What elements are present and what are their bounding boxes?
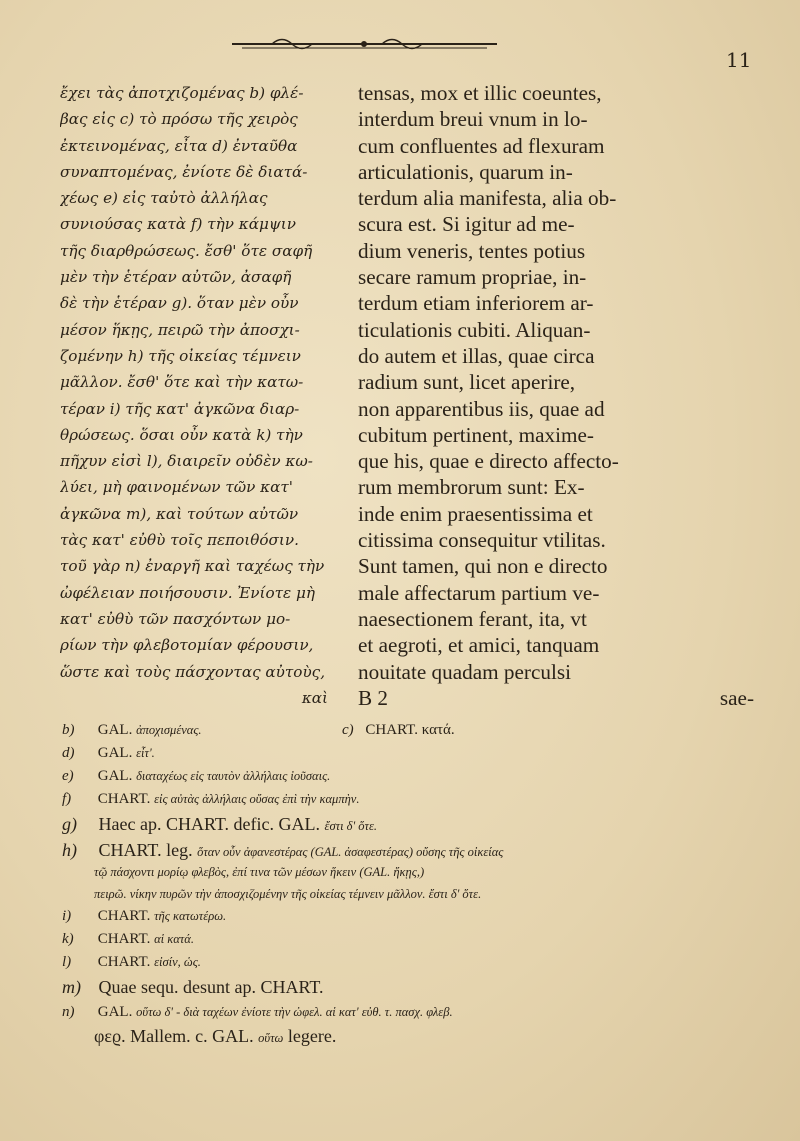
- latin-line: citissima consequitur vtilitas.: [358, 528, 606, 553]
- header-ornament: [232, 34, 497, 54]
- greek-line: συνιούσας κατὰ f) τὴν κάμψιν: [60, 215, 296, 234]
- footnote-d: d) GAL. εἶτ'.: [62, 745, 155, 761]
- greek-line: ὥστε καὶ τοὺς πάσχοντας αὐτοὺς,: [60, 662, 326, 681]
- greek-line: ἔχει τὰς ἀποτχιζομένας b) φλέ-: [60, 84, 304, 102]
- latin-line: non apparentibus iis, quae ad: [358, 396, 605, 421]
- latin-line: terdum alia manifesta, alia ob-: [358, 186, 617, 211]
- greek-line: βας εἰς c) τὸ πρόσω τῆς χειρὸς: [60, 110, 298, 129]
- signature-mark: B 2: [358, 685, 389, 710]
- footnote-h: h) CHART. leg. ὅταν οὖν ἀφανεστέρας (GAL. ἀσαφεστέρας) οὔσης τῆς οἰκείας: [62, 840, 504, 860]
- latin-line: nouitate quadam perculsi: [358, 659, 571, 684]
- latin-line: inde enim praesentissima et: [358, 501, 593, 526]
- latin-footer-line: [358, 685, 754, 711]
- latin-line: cubitum pertinent, maxime-: [358, 422, 594, 447]
- greek-line: ζομένην h) τῆς οἰκείας τέμνειν: [60, 346, 301, 365]
- greek-line: μᾶλλον. ἔσθ' ὅτε καὶ τὴν κατω-: [60, 373, 304, 392]
- latin-line: cum confluentes ad flexuram: [358, 133, 605, 158]
- latin-line: naesectionem ferant, ita, vt: [358, 606, 587, 631]
- footnote-b: b) GAL. ἀποχισμένας.: [62, 722, 202, 738]
- footnote-c: c) CHART. κατά.: [342, 722, 455, 738]
- page-number: 11: [726, 48, 752, 72]
- greek-line: θρώσεως. ὅσαι οὖν κατὰ k) τὴν: [60, 425, 303, 444]
- footnote-h-cont: τῷ πάσχοντι μορίῳ φλεβὸς, ἐπί τινα τῶν μέσων ἥκειν (GAL. ἥκῃς,): [94, 865, 425, 879]
- greek-line: τοῦ γὰρ n) ἐναργῆ καὶ ταχέως τὴν: [60, 557, 325, 576]
- latin-line: interdum breui vnum in lo-: [358, 107, 588, 132]
- greek-line: μὲν τὴν ἑτέραν αὐτῶν, ἀσαφῆ: [60, 268, 292, 287]
- latin-line: terdum etiam inferiorem ar-: [358, 291, 594, 316]
- latin-line: Sunt tamen, qui non e directo: [358, 554, 608, 579]
- latin-line: que his, quae e directo affecto-: [358, 449, 619, 474]
- footnote-l: l) CHART. εἰσίν, ὡς.: [62, 954, 201, 970]
- latin-line: do autem et illas, quae circa: [358, 343, 595, 368]
- greek-line: τὰς κατ' εὐθὺ τοῖς πεποιθόσιν.: [60, 531, 299, 550]
- footnote-f: f) CHART. εἰς αὐτὰς ἀλλήλαις οὔσας ἐπὶ τὴν καμπὴν.: [62, 791, 360, 807]
- greek-line: ἀγκῶνα m), καὶ τούτων αὐτῶν: [60, 504, 299, 523]
- greek-line: δὲ τὴν ἑτέραν g). ὅταν μὲν οὖν: [60, 294, 299, 313]
- latin-line: tensas, mox et illic coeuntes,: [358, 81, 602, 105]
- greek-line: τῆς διαρθρώσεως. ἔσθ' ὅτε σαφῆ: [60, 241, 313, 260]
- greek-line: χέως e) εἰς ταὐτὸ ἀλλήλας: [60, 189, 268, 208]
- footnote-i: i) CHART. τῆς κατωτέρω.: [62, 908, 227, 924]
- greek-line: ρίων τὴν φλεβοτομίαν φέρουσιν,: [60, 636, 314, 655]
- footnote-n: n) GAL. οὕτω δ' - διὰ ταχέων ἐνίοτε τὴν ὠφελ. αἱ κατ' εὐθ. τ. πασχ. φλεβ.: [62, 1004, 453, 1020]
- latin-line: et aegroti, et amici, tanquam: [358, 633, 600, 658]
- greek-line: τέραν i) τῆς κατ' ἀγκῶνα διαρ-: [60, 399, 300, 418]
- footnote-k: k) CHART. αἱ κατά.: [62, 931, 194, 947]
- footnote-h-cont: πειρῶ. νίκην πυρῶν τὴν ἀποσχιζομένην τῆς οἰκείας τέμνειν μᾶλλον. ἔστι δ' ὅτε.: [94, 887, 482, 901]
- latin-column: [358, 80, 754, 711]
- footnote-n-cont: φεϱ. Mallem. c. GAL. οὕτω legere.: [94, 1026, 337, 1046]
- footnote-e: e) GAL. διαταχέως εἰς ταυτὸν ἀλλήλαις ἰοῦσαις.: [62, 768, 331, 784]
- greek-catchword: καὶ: [301, 688, 328, 707]
- latin-catchword: sae-: [719, 685, 754, 710]
- latin-line: dium veneris, tentes potius: [358, 238, 586, 263]
- footnote-g: g) Haec ap. CHART. defic. GAL. ἔστι δ' ὅτε.: [62, 814, 378, 834]
- footnote-m: m) Quae sequ. desunt ap. CHART.: [62, 977, 324, 997]
- greek-line: ὠφέλειαν ποιήσουσιν. Ἐνίοτε μὴ: [60, 583, 315, 602]
- greek-line: κατ' εὐθὺ τῶν πασχόντων μο-: [60, 609, 291, 628]
- greek-line: ἐκτεινομένας, εἶτα d) ἐνταῦθα: [60, 136, 298, 155]
- greek-line: συναπτομένας, ἐνίοτε δὲ διατά-: [60, 162, 308, 181]
- latin-line: secare ramum propriae, in-: [358, 265, 587, 290]
- latin-line: rum membrorum sunt: Ex-: [358, 475, 585, 500]
- greek-line: πῆχυν εἰσὶ l), διαιρεῖν οὐδὲν κω-: [60, 452, 313, 471]
- greek-line: λύει, μὴ φαινομένων τῶν κατ': [60, 478, 293, 497]
- greek-column: [60, 80, 350, 711]
- latin-line: radium sunt, licet aperire,: [358, 370, 576, 395]
- latin-line: articulationis, quarum in-: [358, 159, 573, 184]
- greek-line: μέσον ἥκῃς, πειρῶ τὴν ἀποσχι-: [60, 320, 300, 339]
- latin-line: male affectarum partium ve-: [358, 580, 600, 605]
- latin-line: scura est. Si igitur ad me-: [358, 212, 575, 237]
- latin-line: ticulationis cubiti. Aliquan-: [358, 317, 591, 342]
